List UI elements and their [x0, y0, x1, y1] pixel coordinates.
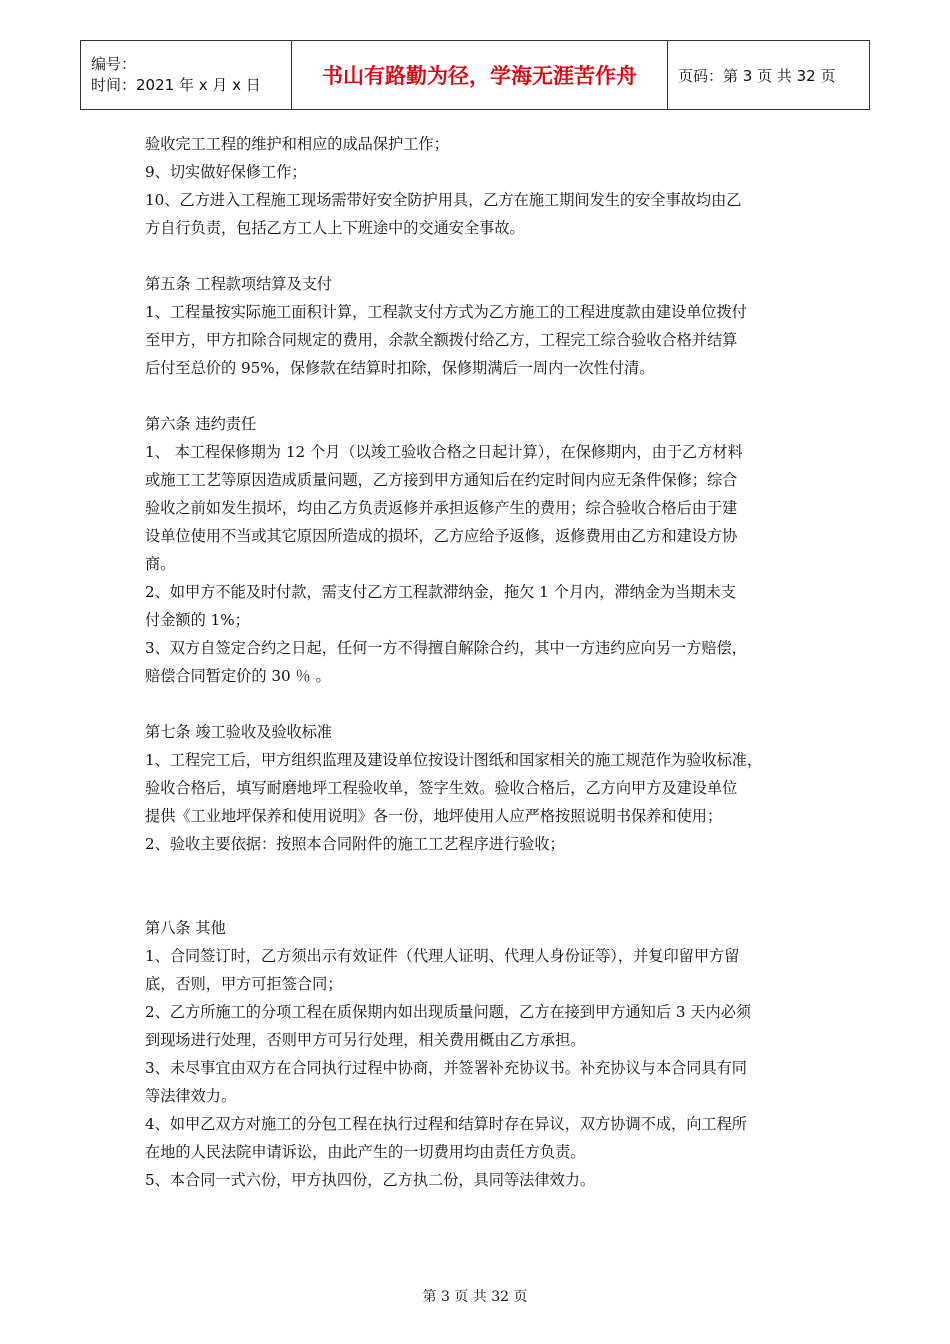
paragraph-line: 商。: [145, 555, 176, 573]
section-title: 第六条 违约责任: [145, 415, 257, 433]
paragraph-line: 3、双方自签定合约之日起，任何一方不得擅自解除合约，其中一方违约应向另一方赔偿，: [145, 639, 747, 657]
paragraph-line: 验收完工工程的维护和相应的成品保护工作；: [145, 135, 449, 153]
paragraph-line: 4、如甲乙双方对施工的分包工程在执行过程和结算时存在异议，双方协调不成，向工程所: [145, 1115, 747, 1133]
paragraph-line: 1、 本工程保修期为 12 个月（以竣工验收合格之日起计算），在保修期内，由于乙方材料: [145, 443, 743, 461]
header-meta-cell: [81, 41, 292, 110]
paragraph-line: 5、本合同一式六份，甲方执四份，乙方执二份，具同等法律效力。: [145, 1171, 596, 1189]
paragraph-line: 1、合同签订时，乙方须出示有效证件（代理人证明、代理人身份证等），并复印留甲方留: [145, 947, 740, 965]
document-date: 时间：2021 年 x 月 x 日: [91, 76, 261, 94]
header-motto: 书山有路勤为径，学海无涯苦作舟: [292, 41, 668, 110]
page-footer: 第 3 页 共 32 页: [422, 1289, 528, 1305]
paragraph-line: 方自行负责，包括乙方工人上下班途中的交通安全事故。: [145, 219, 525, 237]
paragraph-line: 至甲方，甲方扣除合同规定的费用，余款全额拨付给乙方，工程完工综合验收合格并结算: [145, 331, 738, 349]
paragraph-line: 后付至总价的 95%，保修款在结算时扣除，保修期满后一周内一次性付清。: [145, 359, 655, 377]
paragraph-line: 在地的人民法院申请诉讼，由此产生的一切费用均由责任方负责。: [145, 1143, 586, 1161]
paragraph-line: 付金额的 1%；: [145, 611, 250, 629]
paragraph-line: 2、如甲方不能及时付款，需支付乙方工程款滞纳金，拖欠 1 个月内，滞纳金为当期未支: [145, 583, 736, 601]
paragraph-line: 提供《工业地坪保养和使用说明》各一份，地坪使用人应严格按照说明书保养和使用；: [145, 807, 723, 825]
page-header: [80, 40, 870, 110]
document-body: [145, 130, 810, 1194]
document-number-label: 编号：: [91, 55, 137, 73]
paragraph-line: 9、切实做好保修工作；: [145, 163, 307, 181]
section-title: 第七条 竣工验收及验收标准: [145, 723, 333, 741]
section-title: 第五条 工程款项结算及支付: [145, 275, 333, 293]
paragraph-line: 或施工工艺等原因造成质量问题，乙方接到甲方通知后在约定时间内应无条件保修；综合: [145, 471, 738, 489]
paragraph-line: 设单位使用不当或其它原因所造成的损坏，乙方应给予返修，返修费用由乙方和建设方协: [145, 527, 738, 545]
paragraph-line: 1、工程量按实际施工面积计算，工程款支付方式为乙方施工的工程进度款由建设单位拨付: [145, 303, 747, 321]
header-page-info: 页码：第 3 页 共 32 页: [668, 41, 870, 110]
paragraph-line: 10、乙方进入工程施工现场需带好安全防护用具，乙方在施工期间发生的安全事故均由乙: [145, 191, 742, 209]
paragraph-line: 2、乙方所施工的分项工程在质保期内如出现质量问题，乙方在接到甲方通知后 3 天内必须: [145, 1003, 752, 1021]
paragraph-line: 底，否则，甲方可拒签合同；: [145, 975, 343, 993]
paragraph-line: 1、工程完工后，甲方组织监理及建设单位按设计图纸和国家相关的施工规范作为验收标准，: [145, 751, 763, 769]
paragraph-line: 2、验收主要依据：按照本合同附件的施工工艺程序进行验收；: [145, 835, 565, 853]
paragraph-line: 验收之前如发生损坏，均由乙方负责返修并承担返修产生的费用；综合验收合格后由于建: [145, 499, 738, 517]
paragraph-line: 赔偿合同暂定价的 30 ％ 。: [145, 667, 331, 685]
paragraph-line: 验收合格后，填写耐磨地坪工程验收单，签字生效。验收合格后，乙方向甲方及建设单位: [145, 779, 738, 797]
paragraph-line: 等法律效力。: [145, 1087, 237, 1105]
paragraph-line: 到现场进行处理，否则甲方可另行处理，相关费用概由乙方承担。: [145, 1031, 586, 1049]
section-title: 第八条 其他: [145, 919, 226, 937]
paragraph-line: 3、未尽事宜由双方在合同执行过程中协商，并签署补充协议书。补充协议与本合同具有同: [145, 1059, 747, 1077]
